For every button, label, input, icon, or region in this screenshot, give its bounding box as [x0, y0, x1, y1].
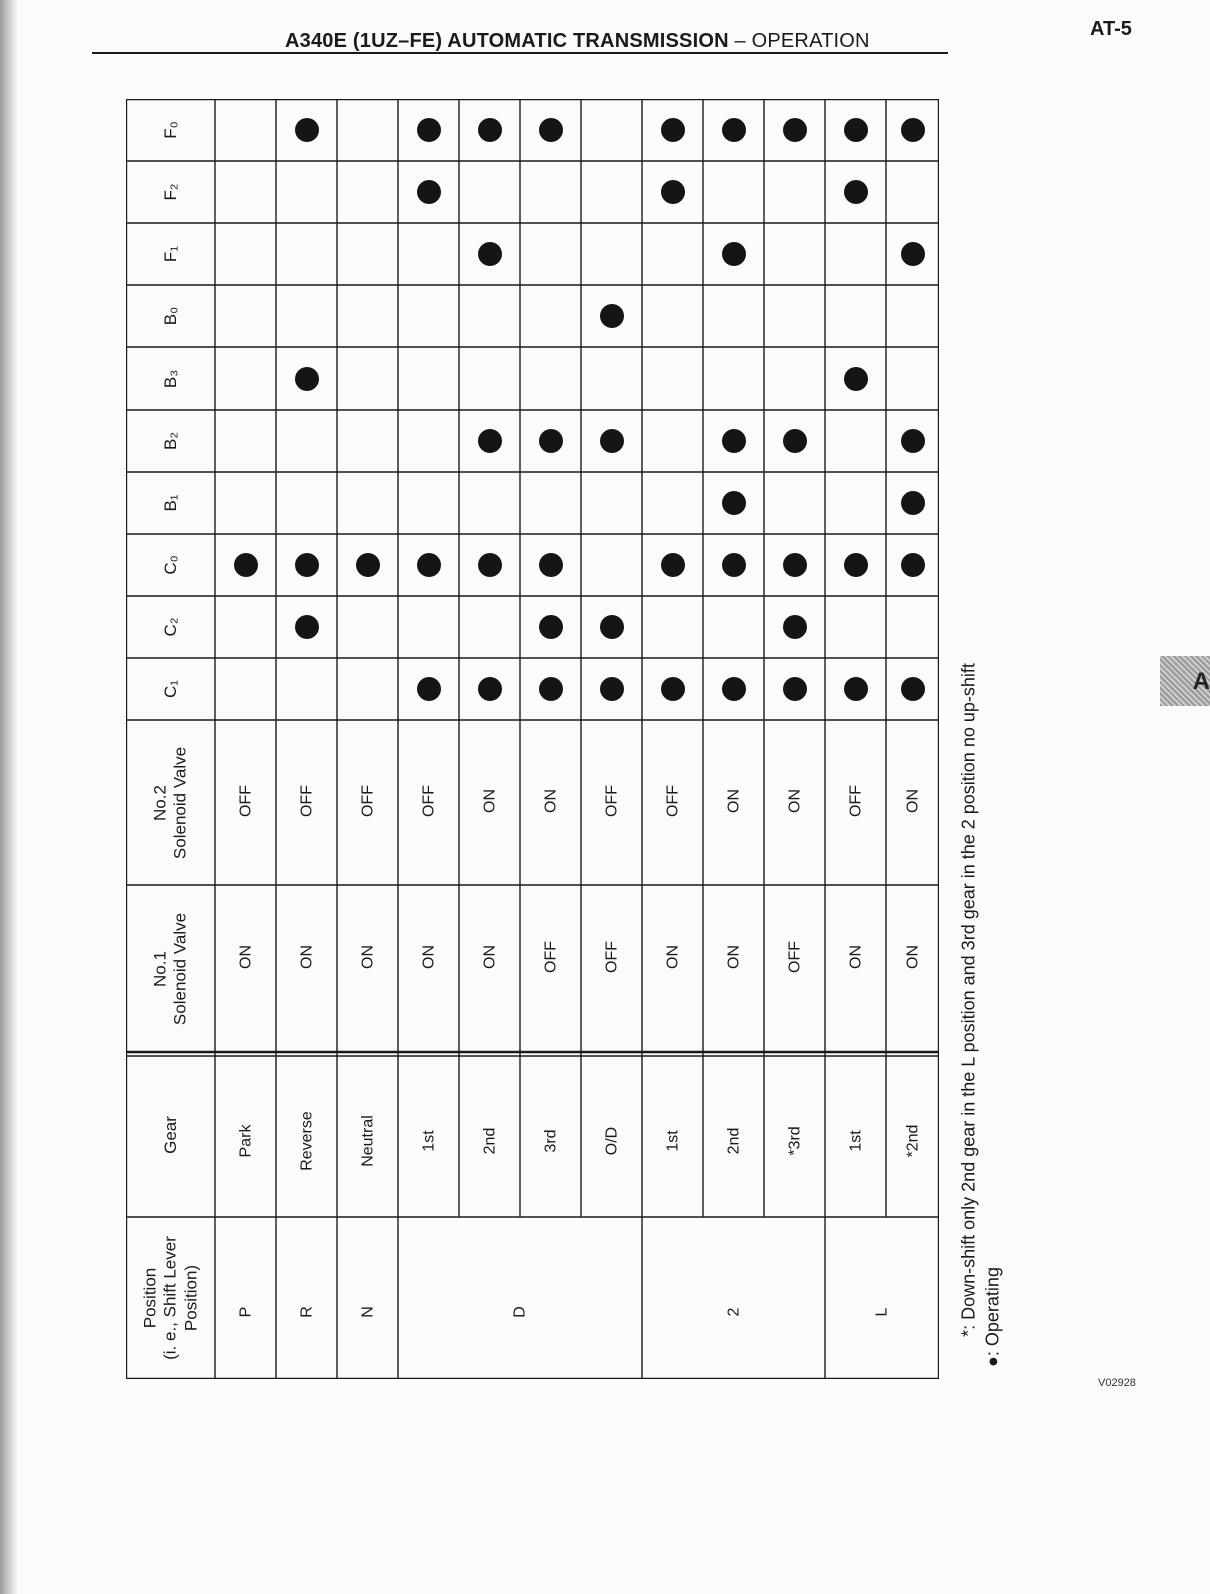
- operating-dot: [661, 677, 685, 701]
- operating-dot: [722, 429, 746, 453]
- sol2-cell: ON: [903, 788, 921, 813]
- operating-dot: [539, 118, 563, 142]
- element-header: F₂: [160, 183, 180, 201]
- element-header: C₁: [160, 679, 180, 699]
- element-header: B₃: [160, 369, 180, 388]
- sol1-header-line: No.1: [150, 950, 170, 987]
- operating-dot: [661, 553, 685, 577]
- sol1-cell: ON: [903, 944, 921, 969]
- sol1-cell: ON: [358, 944, 376, 969]
- header-title: A340E (1UZ–FE) AUTOMATIC TRANSMISSION: [285, 30, 729, 52]
- gear-cell: *2nd: [903, 1124, 921, 1157]
- operating-dot: [844, 118, 868, 142]
- position-header: [140, 1236, 201, 1360]
- gear-cell: 1st: [846, 1129, 864, 1152]
- operating-dot: [844, 367, 868, 391]
- gear-cell: 1st: [419, 1129, 437, 1152]
- operating-dot: [295, 615, 319, 639]
- operating-dot: [844, 180, 868, 204]
- sol1-header: [150, 912, 191, 1024]
- operating-dot: [661, 180, 685, 204]
- operating-dot: [356, 553, 380, 577]
- operating-dot: [478, 242, 502, 266]
- sol2-cell: OFF: [663, 784, 681, 817]
- operating-dot: [600, 304, 624, 328]
- section-tab: [1160, 656, 1210, 706]
- position-label: D: [511, 1306, 529, 1318]
- operating-dot: [539, 553, 563, 577]
- sol1-cell: OFF: [785, 940, 803, 973]
- operating-dot: [478, 677, 502, 701]
- operating-dot: [539, 615, 563, 639]
- sol2-cell: ON: [785, 788, 803, 813]
- operating-dot: [295, 118, 319, 142]
- gear-header: Gear: [160, 1115, 180, 1154]
- sol2-cell: ON: [541, 788, 559, 813]
- gear-cell: Reverse: [297, 1110, 315, 1171]
- sol2-header-line: Solenoid Valve: [170, 746, 190, 859]
- header-separator: –: [728, 30, 752, 52]
- position-label: 2: [724, 1307, 742, 1317]
- header-rule: [92, 52, 948, 54]
- footnote-asterisk: *: Down-shift only 2nd gear in the L position and 3rd gear in the 2 position no up-shift: [958, 663, 979, 1337]
- operating-dot: [722, 118, 746, 142]
- gear-cell: 2nd: [480, 1127, 498, 1154]
- position-label: R: [297, 1306, 315, 1318]
- operating-dot: [722, 553, 746, 577]
- gear-cell: Neutral: [358, 1114, 376, 1167]
- sol1-cell: ON: [663, 944, 681, 969]
- element-header: F₁: [160, 245, 180, 263]
- operating-dot: [478, 553, 502, 577]
- operating-dot: [417, 677, 441, 701]
- operating-dot: [722, 242, 746, 266]
- element-header: B₂: [160, 432, 180, 450]
- element-header: C₂: [160, 617, 180, 637]
- sol1-cell: ON: [724, 944, 742, 969]
- operating-dot: [901, 553, 925, 577]
- sol2-header-line: No.2: [150, 784, 170, 821]
- sol1-header-line: Solenoid Valve: [170, 912, 190, 1025]
- operating-dot: [539, 677, 563, 701]
- sol2-cell: ON: [480, 788, 498, 813]
- position-label: L: [873, 1307, 891, 1317]
- sol1-cell: ON: [480, 944, 498, 969]
- position-label: N: [358, 1306, 376, 1318]
- figure-code: V02928: [1098, 1377, 1136, 1389]
- footnote-operating: ●: Operating: [982, 1267, 1003, 1367]
- operating-dot: [901, 491, 925, 515]
- operating-dot: [722, 491, 746, 515]
- operating-dot: [417, 180, 441, 204]
- gear-cell: 2nd: [724, 1127, 742, 1154]
- position-header-line: Position: [139, 1267, 159, 1329]
- operating-dot: [600, 615, 624, 639]
- page-number: AT-5: [1090, 18, 1132, 40]
- element-header: B₁: [160, 494, 180, 512]
- sol2-cell: OFF: [297, 784, 315, 817]
- sol2-cell: OFF: [846, 784, 864, 817]
- operating-dot: [295, 367, 319, 391]
- operating-dot: [661, 118, 685, 142]
- operating-dot: [783, 118, 807, 142]
- operating-dot: [901, 118, 925, 142]
- header-section: OPERATION: [751, 30, 870, 52]
- operating-dot: [901, 242, 925, 266]
- gear-cell: Park: [236, 1124, 254, 1157]
- operating-dot: [783, 677, 807, 701]
- gear-cell: 3rd: [541, 1128, 559, 1153]
- operating-dot: [478, 118, 502, 142]
- operation-table: [126, 99, 939, 1379]
- sol1-cell: OFF: [541, 940, 559, 973]
- operating-dot: [417, 553, 441, 577]
- sol2-header: [150, 746, 191, 858]
- operating-dot: [783, 429, 807, 453]
- operating-dot: [901, 677, 925, 701]
- sol1-cell: ON: [846, 944, 864, 969]
- operating-dot: [234, 553, 258, 577]
- sol1-cell: OFF: [602, 940, 620, 973]
- page-header: [285, 30, 870, 53]
- section-tab-letter: A: [1192, 668, 1210, 695]
- position-label: P: [236, 1306, 254, 1318]
- sol2-cell: OFF: [358, 784, 376, 817]
- operating-dot: [417, 118, 441, 142]
- gear-cell: O/D: [602, 1126, 620, 1155]
- sol2-cell: ON: [724, 788, 742, 813]
- table-grid: [126, 99, 939, 1379]
- position-header-line: (i. e., Shift Lever: [160, 1236, 180, 1360]
- operating-dot: [844, 677, 868, 701]
- sol2-cell: OFF: [602, 784, 620, 817]
- operating-dot: [783, 553, 807, 577]
- position-header-line: Position): [180, 1264, 200, 1332]
- element-header: F₀: [160, 121, 180, 139]
- operating-dot: [539, 429, 563, 453]
- operating-dot: [478, 429, 502, 453]
- element-header: C₀: [160, 555, 180, 575]
- sol1-cell: ON: [297, 944, 315, 969]
- operating-dot: [600, 429, 624, 453]
- gear-cell: 1st: [663, 1129, 681, 1152]
- sol2-cell: OFF: [419, 784, 437, 817]
- operating-dot: [722, 677, 746, 701]
- sol1-cell: ON: [236, 944, 254, 969]
- page-gutter-shadow: [0, 0, 18, 1594]
- operating-dot: [901, 429, 925, 453]
- operating-dot: [844, 553, 868, 577]
- sol1-cell: ON: [419, 944, 437, 969]
- gear-cell: *3rd: [785, 1125, 803, 1156]
- element-header: B₀: [160, 306, 180, 326]
- operating-dot: [600, 677, 624, 701]
- operating-dot: [783, 615, 807, 639]
- sol2-cell: OFF: [236, 784, 254, 817]
- operating-dot: [295, 553, 319, 577]
